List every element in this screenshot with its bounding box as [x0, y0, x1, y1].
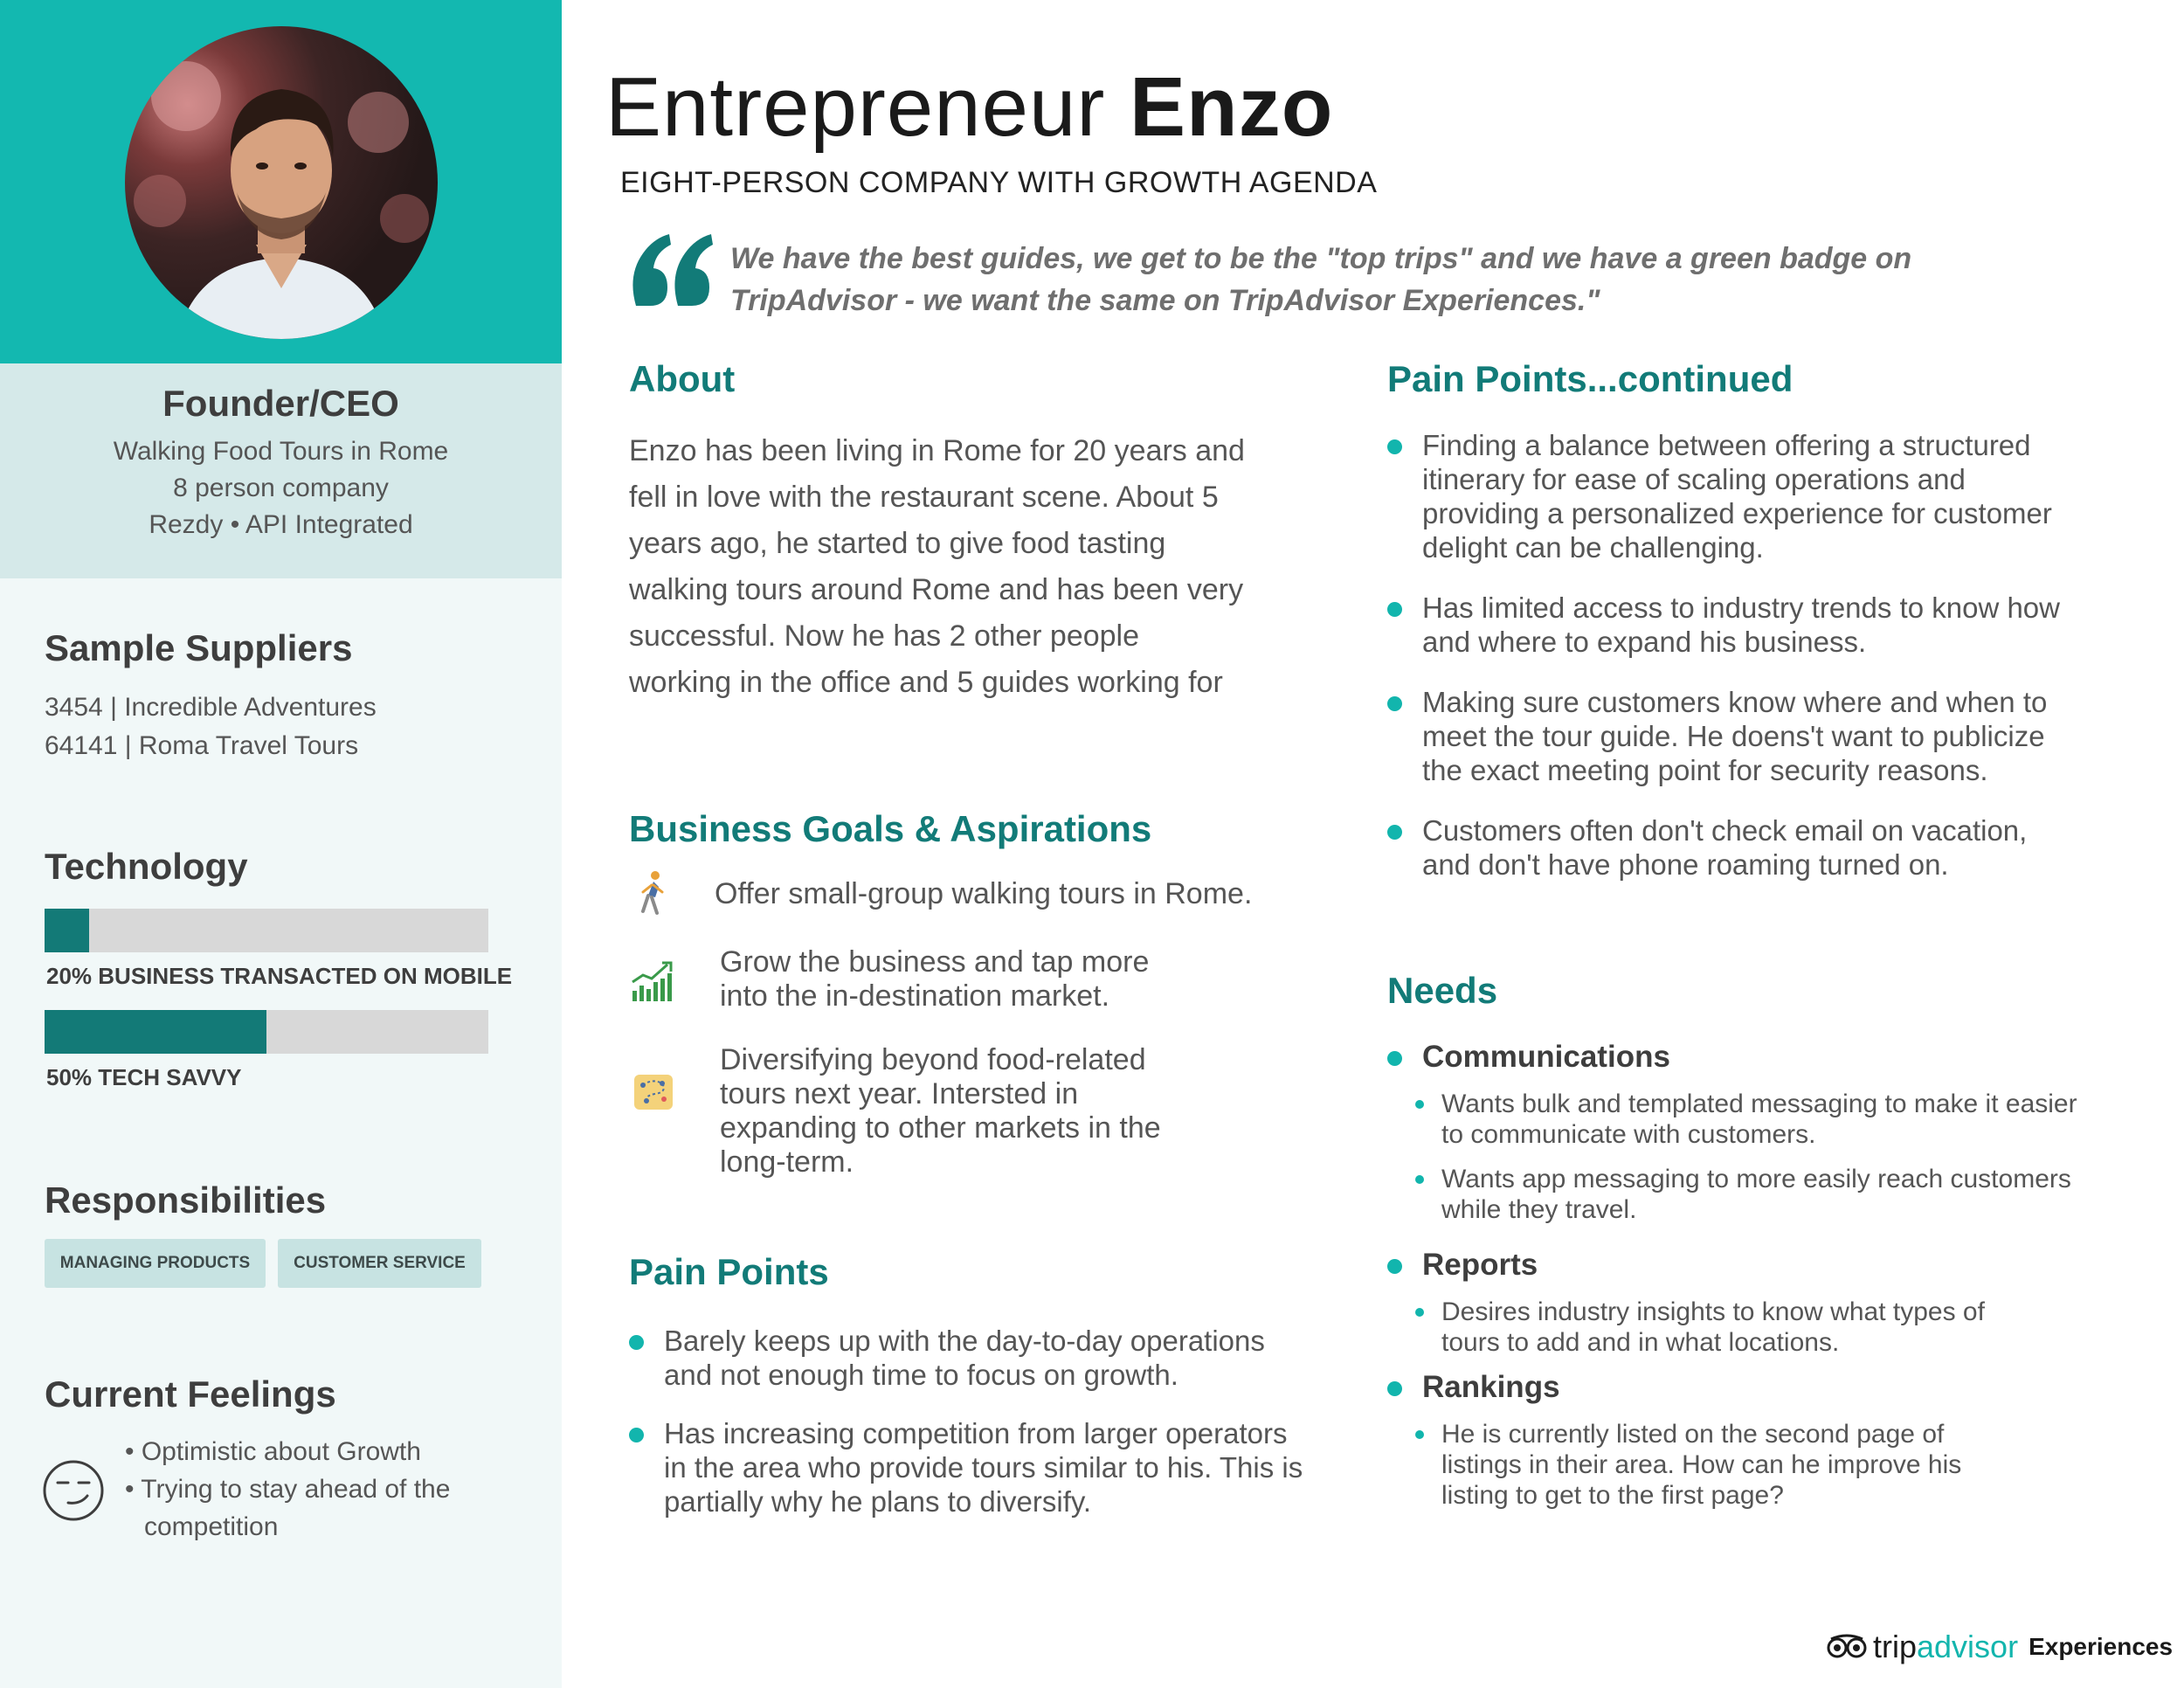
sidebar	[0, 0, 562, 1688]
title-bold: Enzo	[1130, 60, 1334, 154]
photo-band	[0, 0, 562, 363]
tech-savvy-label: 50% TECH SAVVY	[46, 1064, 242, 1090]
bullet-line: Making sure customers know where and when to	[1422, 686, 2048, 718]
bullet-line: Desires industry insights to know what types of	[1441, 1297, 1985, 1326]
pain-points-continued-list	[1387, 428, 2139, 882]
role-title: Founder/CEO	[162, 383, 399, 424]
page-subtitle: EIGHT-PERSON COMPANY WITH GROWTH AGENDA	[620, 166, 1378, 199]
role-band	[0, 363, 562, 578]
responsibilities-heading: Responsibilities	[45, 1180, 327, 1221]
list-item	[1387, 428, 2139, 564]
persona-quote	[730, 238, 2023, 322]
bullet-line: itinerary for ease of scaling operations and	[1422, 463, 1966, 495]
goal-line: Diversifying beyond food-related	[720, 1043, 1146, 1076]
list-item	[1415, 1419, 2167, 1511]
about-line: successful. Now he has 2 other people	[629, 619, 1140, 653]
need-group-list	[1415, 1297, 2167, 1358]
suppliers-heading: Sample Suppliers	[45, 627, 353, 668]
bullet-line: and don't have phone roaming turned on.	[1422, 848, 1949, 881]
role-line: Rezdy • API Integrated	[149, 510, 413, 539]
smirk-face-icon	[42, 1459, 105, 1522]
bullet-line: Customers often don't check email on vacation,	[1422, 814, 2028, 847]
bullet-line: meet the tour guide. He doens't want to publicize	[1422, 720, 2045, 752]
logo-trip: trip	[1873, 1629, 1918, 1664]
supplier-item: 64141 | Roma Travel Tours	[45, 731, 359, 760]
mobile-transactions-bar-fill	[45, 909, 89, 952]
goals-heading: Business Goals & Aspirations	[629, 808, 1152, 849]
goal-line: Offer small-group walking tours in Rome.	[715, 877, 1253, 910]
need-group-list	[1415, 1089, 2167, 1225]
quote-line: TripAdvisor - we want the same on TripAdvisor Experiences."	[730, 284, 1600, 317]
title-light: Entrepreneur	[605, 60, 1106, 154]
bullet-line: providing a personalized experience for customer	[1422, 497, 2052, 529]
avatar	[125, 26, 438, 339]
feelings-list	[125, 1433, 450, 1546]
needs-heading: Needs	[1387, 970, 1498, 1011]
need-group-list	[1415, 1419, 2167, 1511]
bullet-line: the exact meeting point for security reasons.	[1422, 754, 1988, 786]
about-line: walking tours around Rome and has been very	[629, 573, 1244, 606]
goal-line: long-term.	[720, 1145, 854, 1179]
technology-heading: Technology	[45, 846, 248, 887]
bullet-line: Wants bulk and templated messaging to make it easier	[1441, 1090, 2077, 1118]
mobile-transactions-label: 20% BUSINESS TRANSACTED ON MOBILE	[46, 963, 513, 989]
need-group-title: Reports	[1387, 1248, 1538, 1283]
quote-line: We have the best guides, we get to be the "top trips" and we have a green badge on	[730, 242, 1912, 275]
bullet-line: tours to add and in what locations.	[1441, 1328, 1840, 1357]
about-line: working in the office and 5 guides working for	[629, 666, 1223, 699]
owl-eyes-icon	[1826, 1634, 1868, 1660]
bullet-line: He is currently listed on the second page of	[1441, 1420, 1945, 1449]
bullet-line: Finding a balance between offering a structured	[1422, 429, 2031, 461]
list-item	[1387, 685, 2139, 787]
feeling-item: competition	[144, 1512, 279, 1541]
feelings-heading: Current Feelings	[45, 1373, 336, 1415]
list-item	[1415, 1297, 2167, 1358]
bullet-line: Barely keeps up with the day-to-day operations	[664, 1325, 1265, 1357]
goal-item	[720, 945, 1149, 1013]
bullet-line: to communicate with customers.	[1441, 1120, 1816, 1149]
need-group-title: Communications	[1387, 1040, 1670, 1075]
goal-line: tours next year. Intersted in	[720, 1077, 1079, 1110]
tech-savvy-bar-fill	[45, 1010, 266, 1054]
logo-advisor: advisor	[1917, 1629, 2019, 1664]
quote-mark-icon	[627, 232, 715, 310]
pain-points-heading: Pain Points	[629, 1251, 829, 1292]
feeling-item: • Trying to stay ahead of the	[125, 1475, 451, 1504]
bullet-line: delight can be challenging.	[1422, 531, 1764, 564]
bullet-line: listing to get to the first page?	[1441, 1481, 1784, 1510]
goal-item	[715, 877, 1252, 911]
bullet-line: Wants app messaging to more easily reach customers	[1441, 1165, 2071, 1193]
responsibility-tag: MANAGING PRODUCTS	[45, 1239, 266, 1288]
pain-points-list	[629, 1324, 1328, 1519]
feeling-item: • Optimistic about Growth	[125, 1437, 421, 1466]
goal-line: into the in-destination market.	[720, 979, 1110, 1013]
goal-line: Grow the business and tap more	[720, 945, 1150, 979]
supplier-item: 3454 | Incredible Adventures	[45, 693, 377, 722]
bullet-line: and not enough time to focus on growth.	[664, 1359, 1178, 1391]
about-heading: About	[629, 358, 736, 399]
about-line: Enzo has been living in Rome for 20 years and	[629, 434, 1245, 467]
list-item	[629, 1324, 1328, 1392]
page-title	[605, 59, 1333, 156]
mobile-transactions-bar	[45, 909, 488, 952]
route-map-icon	[629, 1068, 678, 1117]
list-item	[1387, 591, 2139, 659]
bullet-line: partially why he plans to diversify.	[664, 1485, 1092, 1518]
logo-experiences: Experiences	[2028, 1633, 2174, 1660]
role-line: 8 person company	[173, 474, 389, 502]
logo-text	[1873, 1629, 2018, 1665]
bullet-line: and where to expand his business.	[1422, 626, 1867, 658]
tech-savvy-bar	[45, 1010, 488, 1054]
bullet-line: Has limited access to industry trends to know how	[1422, 591, 2060, 624]
goal-line: expanding to other markets in the	[720, 1111, 1161, 1145]
about-text	[629, 428, 1310, 706]
bullet-line: while they travel.	[1441, 1195, 1637, 1224]
list-item	[1415, 1089, 2167, 1150]
bullet-line: Has increasing competition from larger operators	[664, 1417, 1288, 1449]
portrait-image	[125, 26, 438, 339]
growth-chart-icon	[629, 956, 678, 1005]
about-line: fell in love with the restaurant scene. About 5	[629, 481, 1219, 514]
list-item	[1387, 813, 2139, 882]
bullet-line: in the area who provide tours similar to his. This is	[664, 1451, 1303, 1484]
walking-person-icon	[629, 869, 678, 918]
list-item	[1415, 1164, 2167, 1225]
need-group-title: Rankings	[1387, 1370, 1560, 1405]
about-line: years ago, he started to give food tasting	[629, 527, 1166, 560]
tripadvisor-logo	[1826, 1628, 2173, 1666]
goal-item	[720, 1043, 1161, 1180]
list-item	[629, 1416, 1328, 1519]
responsibility-tag: CUSTOMER SERVICE	[278, 1239, 481, 1288]
role-line: Walking Food Tours in Rome	[113, 437, 449, 466]
bullet-line: listings in their area. How can he improve his	[1441, 1450, 1962, 1479]
pain-points-continued-heading: Pain Points...continued	[1387, 358, 1794, 399]
